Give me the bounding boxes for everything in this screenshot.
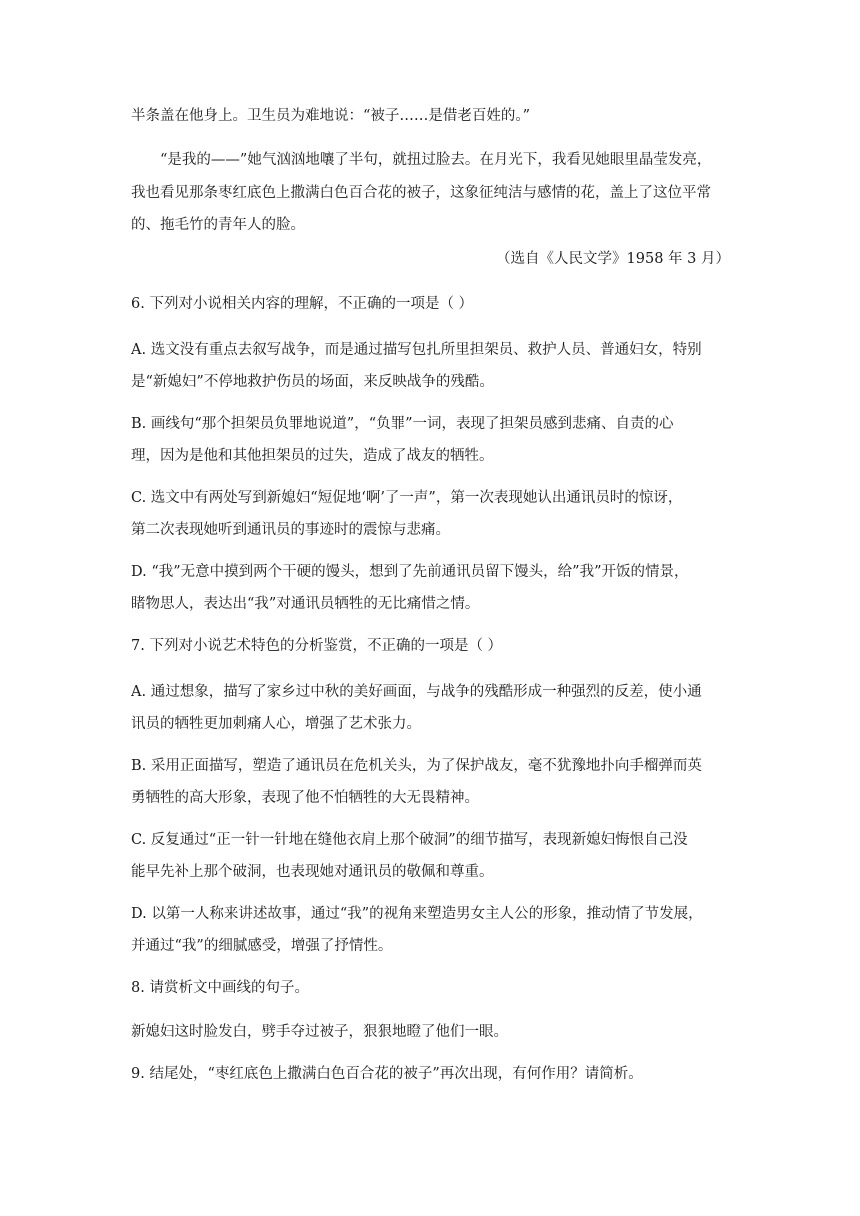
question-6-option-d-line-1: D. “我”无意中摸到两个干硬的馒头，想到了先前通讯员留下馒头，给”我”开饭的情景， — [131, 564, 689, 580]
question-8-stem: 8. 请赏析文中画线的句子。 — [131, 980, 309, 996]
passage-line-2: “是我的——”她气汹汹地嚷了半句，就扭过脸去。在月光下，我看见她眼里晶莹发亮， — [160, 152, 712, 168]
question-7-option-b-line-2: 勇牺牲的高大形象，表现了他不怕牺牲的大无畏精神。 — [131, 790, 479, 806]
passage-line-4: 的、拖毛竹的青年人的脸。 — [131, 217, 305, 233]
question-9-stem: 9. 结尾处，“枣红底色上撒满白色百合花的被子”再次出现，有何作用？请简析。 — [131, 1066, 643, 1082]
passage-line-1: 半条盖在他身上。卫生员为难地说：“被子……是借老百姓的。” — [131, 108, 531, 124]
question-6-option-d-line-2: 睹物思人，表达出“我”对通讯员牺牲的无比痛惜之情。 — [131, 596, 480, 612]
question-7-option-d-line-1: D. 以第一人称来讲述故事，通过“我”的视角来塑造男女主人公的形象，推动情了节发展， — [131, 906, 703, 922]
question-7-option-a-line-2: 讯员的牺牲更加刺痛人心，增强了艺术张力。 — [131, 716, 421, 732]
passage-source: （选自《人民文学》1958 年 3 月） — [496, 251, 730, 267]
question-7-option-a-line-1: A. 通过想象，描写了家乡过中秋的美好画面，与战争的残酷形成一种强烈的反差，使小通 — [131, 684, 702, 700]
question-6-option-b-line-2: 理，因为是他和其他担架员的过失，造成了战友的牺牲。 — [131, 448, 494, 464]
question-7-stem: 7. 下列对小说艺术特色的分析鉴赏，不正确的一项是（ ） — [131, 638, 503, 654]
question-7-option-c-line-1: C. 反复通过“正一针一针地在缝他衣肩上那个破洞”的细节描写，表现新媳妇悔恨自己没 — [131, 832, 688, 848]
question-6-stem: 6. 下列对小说相关内容的理解，不正确的一项是（ ） — [131, 296, 474, 312]
question-6-option-a-line-2: 是“新媳妇”不停地救护伤员的场面，来反映战争的残酷。 — [131, 374, 494, 390]
question-6-option-a-line-1: A. 选文没有重点去叙写战争，而是通过描写包扎所里担架员、救护人员、普通妇女，特别 — [131, 342, 702, 358]
question-7-option-d-line-2: 并通过“我”的细腻感受，增强了抒情性。 — [131, 938, 393, 954]
question-8-sentence: 新媳妇这时脸发白，劈手夺过被子，狠狠地瞪了他们一眼。 — [131, 1024, 508, 1040]
question-6-option-c-line-2: 第二次表现她听到通讯员的事迹时的震惊与悲痛。 — [131, 522, 450, 538]
question-7-option-c-line-2: 能早先补上那个破洞，也表现她对通讯员的敬佩和尊重。 — [131, 864, 494, 880]
passage-line-3: 我也看见那条枣红底色上撒满白色百合花的被子，这象征纯洁与感情的花，盖上了这位平常 — [131, 185, 711, 201]
question-7-option-b-line-1: B. 采用正面描写，塑造了通讯员在危机关头，为了保护战友，毫不犹豫地扑向手榴弹而英 — [131, 758, 702, 774]
question-6-option-c-line-1: C. 选文中有两处写到新媳妇“短促地‘啊’了一声”，第一次表现她认出通讯员时的惊讶， — [131, 490, 683, 506]
question-6-option-b-line-1: B. 画线句“那个担架员负罪地说道”，“负罪”一词，表现了担架员感到悲痛、自责的心 — [131, 416, 674, 432]
